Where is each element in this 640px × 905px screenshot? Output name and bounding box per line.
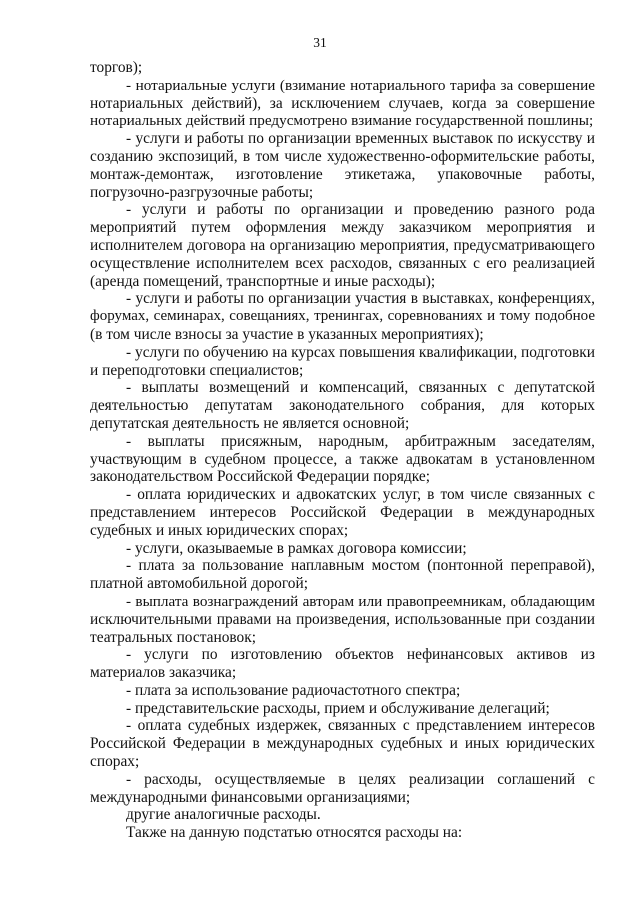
- paragraph: [90, 717, 595, 770]
- paragraph: [90, 540, 595, 558]
- text-line: - услуги и работы по организации временных выставок по искусству и: [126, 130, 595, 148]
- text-line: международными финансовыми организациями;: [90, 788, 411, 806]
- paragraph: [90, 486, 595, 539]
- text-line: деятельностью депутатам законодательного собрания, для которых: [90, 397, 595, 415]
- text-line: - услуги по изготовлению объектов нефинансовых активов из: [126, 646, 595, 664]
- text-line: спорах;: [90, 753, 140, 771]
- text-line: осуществление исполнителем всех расходов, связанных с его реализацией: [90, 254, 595, 272]
- paragraph: [90, 59, 595, 77]
- text-line: судебных и иных юридических спорах;: [90, 521, 349, 539]
- text-line: торгов);: [90, 59, 143, 76]
- text-line: Также на данную подстатью относятся расходы на:: [126, 824, 463, 842]
- text-line: другие аналогичные расходы.: [126, 806, 321, 824]
- text-line: Российской Федерации в международных судебных и иных юридических: [90, 735, 595, 753]
- text-line: исполнителем договора на организацию мероприятия, предусматривающего: [90, 236, 595, 254]
- paragraph: [90, 557, 595, 593]
- text-line: представлением интересов Российской Федерации в международных: [90, 503, 595, 521]
- text-line: депутатская деятельность не является основной;: [90, 414, 410, 432]
- paragraph: [90, 344, 595, 380]
- text-line: (аренда помещений, транспортные и иные расходы);: [90, 272, 436, 290]
- text-line: - расходы, осуществляемые в целях реализации соглашений с: [126, 770, 595, 788]
- text-line: (в том числе взносы за участие в указанных мероприятиях);: [90, 325, 484, 343]
- text-line: - услуги и работы по организации участия в выставках, конференциях,: [126, 290, 595, 308]
- text-line: - услуги и работы по организации и проведению разного рода: [126, 201, 595, 219]
- text-line: нотариальных действий), за исключением случаев, когда за совершение: [90, 94, 595, 112]
- text-line: нотариальных действий предусмотрено взимание государственной пошлины;: [90, 112, 594, 130]
- text-line: театральных постановок;: [90, 628, 257, 646]
- text-line: - услуги, оказываемые в рамках договора комиссии;: [126, 539, 467, 557]
- paragraph: [90, 682, 595, 700]
- text-line: - представительские расходы, прием и обслуживание делегаций;: [126, 699, 550, 717]
- text-line: - услуги по обучению на курсах повышения квалификации, подготовки: [126, 343, 595, 361]
- paragraph: [90, 433, 595, 486]
- paragraph: [90, 646, 595, 682]
- paragraph: [90, 130, 595, 201]
- text-line: - нотариальные услуги (взимание нотариального тарифа за совершение: [126, 76, 595, 94]
- text-line: форумах, семинарах, совещаниях, тренингах, соревнованиях и тому подобное: [90, 308, 595, 325]
- paragraph: [90, 593, 595, 646]
- text-line: - выплата вознаграждений авторам или правопреемникам, обладающим: [126, 592, 595, 610]
- document-body: [90, 59, 595, 842]
- paragraph: [90, 379, 595, 432]
- text-line: созданию экспозиций, в том числе художественно-оформительские работы,: [90, 147, 595, 165]
- text-line: погрузочно-разгрузочные работы;: [90, 183, 314, 201]
- text-line: - выплаты возмещений и компенсаций, связанных с депутатской: [126, 379, 595, 397]
- text-line: - оплата юридических и адвокатских услуг, в том числе связанных с: [126, 486, 595, 504]
- paragraph: [90, 290, 595, 343]
- paragraph: [90, 700, 595, 718]
- text-line: - выплаты присяжным, народным, арбитражным заседателям,: [126, 432, 595, 450]
- text-line: участвующим в судебном процессе, а также адвокатам в установленном: [90, 450, 595, 468]
- text-line: и переподготовки специалистов;: [90, 361, 304, 379]
- page-number: 31: [313, 35, 327, 50]
- paragraph: [90, 77, 595, 130]
- text-line: - оплата судебных издержек, связанных с представлением интересов: [126, 717, 595, 735]
- text-line: материалов заказчика;: [90, 664, 237, 682]
- paragraph: [90, 771, 595, 807]
- text-line: - плата за пользование наплавным мостом (понтонной переправой),: [126, 557, 595, 575]
- text-line: - плата за использование радиочастотного спектра;: [126, 681, 461, 699]
- paragraph: [90, 806, 595, 824]
- text-line: законодательством Российской Федерации порядке;: [90, 468, 430, 486]
- paragraph: [90, 201, 595, 290]
- text-line: мероприятий путем оформления между заказчиком мероприятия и: [90, 219, 595, 237]
- text-line: монтаж-демонтаж, изготовление этикетажа, упаковочные работы,: [90, 165, 595, 183]
- text-line: исключительными правами на произведения, использованные при создании: [90, 610, 595, 628]
- text-line: платной автомобильной дорогой;: [90, 575, 309, 593]
- paragraph: [90, 824, 595, 842]
